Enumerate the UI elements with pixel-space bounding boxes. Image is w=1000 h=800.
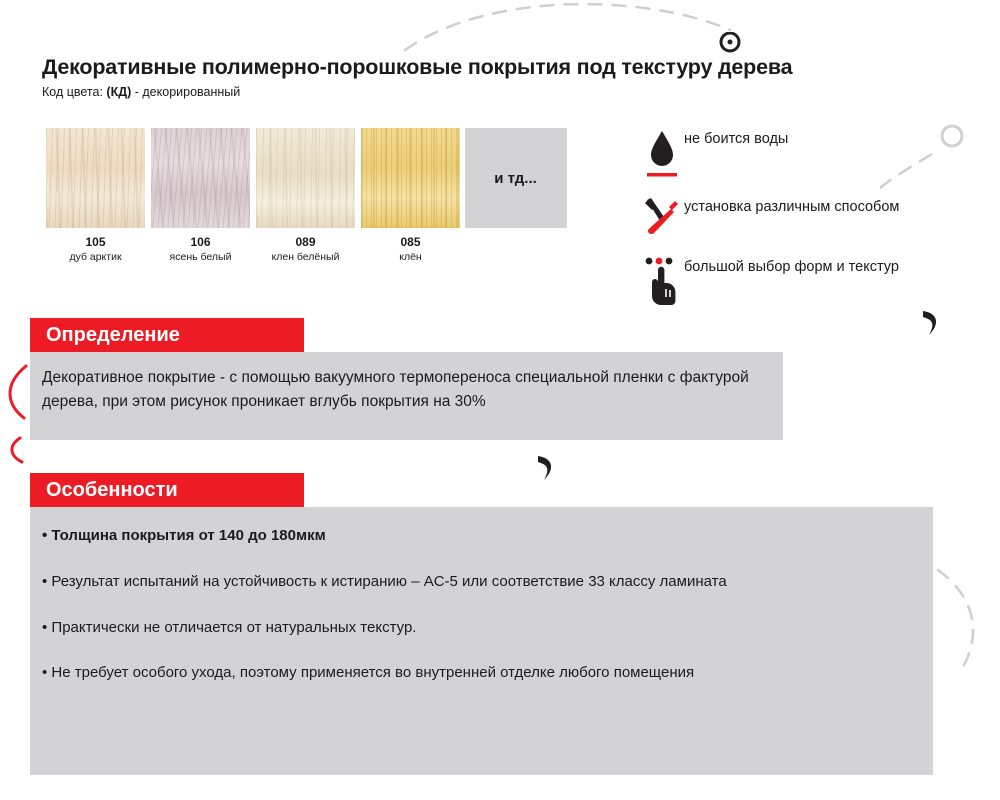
- swatch-code: 085: [400, 235, 421, 249]
- page-subtitle: [42, 85, 922, 99]
- swatch-code: 106: [190, 235, 211, 249]
- swatch-sample-085[interactable]: [361, 128, 460, 228]
- subtitle-code: (КД): [106, 84, 132, 99]
- swatch-code: 089: [295, 235, 316, 249]
- decor-dashed-arc-bottom: [930, 560, 1000, 680]
- swatch-name: клен белёный: [271, 250, 340, 263]
- swatch-sample-105[interactable]: [46, 128, 145, 228]
- tools-icon: [640, 194, 684, 240]
- swatch-sample-106[interactable]: [151, 128, 250, 228]
- feature-label: большой выбор форм и текстур: [684, 259, 899, 275]
- feature-item-install: [640, 194, 970, 240]
- swatch-name: ясень белый: [169, 250, 232, 263]
- swatch-more-label: и тд...: [465, 128, 567, 228]
- page-title: Декоративные полимерно-порошковые покрытия под текстуру дерева: [42, 55, 793, 79]
- swatch-item[interactable]: [361, 128, 460, 263]
- decor-dashed-arc-top: [400, 0, 760, 60]
- feature-list: [640, 126, 970, 320]
- subtitle-prefix: Код цвета:: [42, 84, 107, 99]
- feature-label: установка различным способом: [684, 199, 900, 215]
- characteristic-item: • Толщина покрытия от 140 до 180мкм: [42, 527, 326, 544]
- definition-section-tab: Определение: [30, 318, 304, 352]
- feature-item-variety: [640, 254, 970, 306]
- characteristic-item: • Результат испытаний на устойчивость к истиранию – AC-5 или соответствие 33 классу ламината: [42, 572, 727, 590]
- water-drop-icon: [640, 126, 684, 180]
- swatch-name: дуб арктик: [69, 250, 122, 263]
- swatch-sample-089[interactable]: [256, 128, 355, 228]
- decor-comma-center: [530, 450, 566, 486]
- swatch-item[interactable]: [46, 128, 145, 263]
- swatch-code: 105: [85, 235, 106, 249]
- hand-pointer-icon: [640, 254, 684, 306]
- characteristics-section-tab: Особенности: [30, 473, 304, 507]
- swatch-item[interactable]: [151, 128, 250, 263]
- swatch-name: клён: [399, 250, 422, 263]
- characteristic-item: • Не требует особого ухода, поэтому применяется во внутренней отделке любого помещения: [42, 664, 695, 682]
- subtitle-suffix: - декорированный: [131, 84, 241, 99]
- definition-section-body: Декоративное покрытие - с помощью вакуумного термопереноса специальной пленки с фактурой дерева, при этом рисунок проникает вглубь покрытия на 30%: [30, 352, 783, 440]
- page-header: [42, 55, 922, 99]
- feature-label: не боится воды: [684, 131, 789, 147]
- swatch-more[interactable]: [466, 128, 565, 263]
- characteristic-item: • Практически не отличается от натуральных текстур.: [42, 618, 417, 636]
- feature-item-water: [640, 126, 970, 180]
- color-swatch-list: [46, 128, 565, 263]
- characteristics-section-body: [30, 507, 933, 775]
- swatch-item[interactable]: [256, 128, 355, 263]
